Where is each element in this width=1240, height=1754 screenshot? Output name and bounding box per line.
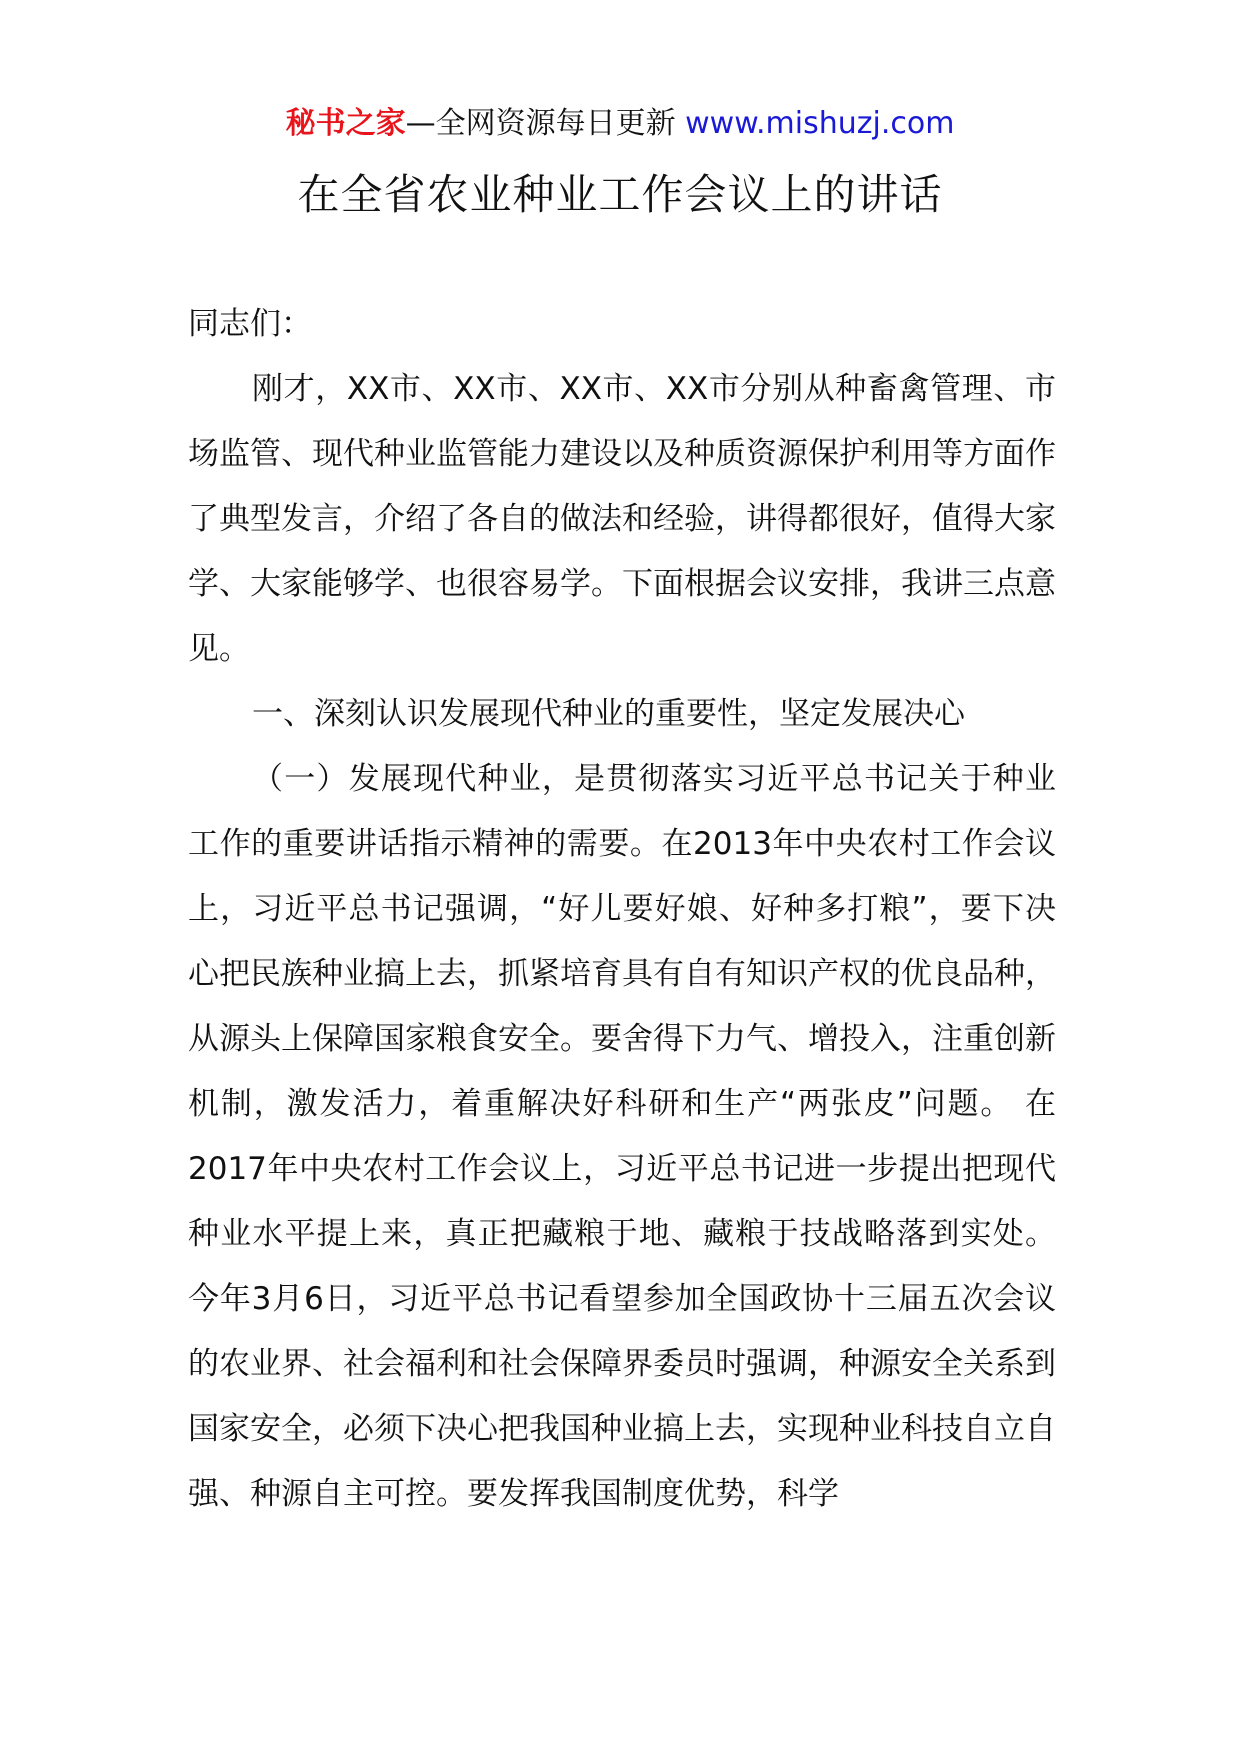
brand-name: 秘书之家 <box>285 106 406 141</box>
section-heading-1: 一、深刻认识发展现代种业的重要性，坚定发展决心 <box>252 696 965 732</box>
paragraph-intro: 刚才，XX市、XX市、XX市、XX市分别从种畜禽管理、市场监管、现代种业监管能力建设以及种质资源保护利用等方面作了典型发言，介绍了各自的做法和经验，讲得都很好，值得大家学、大家能够学、也很容易学。下面根据会议安排，我讲三点意见。 <box>188 371 1056 667</box>
header-slogan: —全网资源每日更新 <box>405 106 686 141</box>
salutation: 同志们： <box>188 306 312 342</box>
paragraph-subsection-1: （一）发展现代种业，是贯彻落实习近平总书记关于种业工作的重要讲话指示精神的需要。在2013年中央农村工作会议上，习近平总书记强调，“好儿要好娘、好种多打粮”，要下决心把民族种业搞上去，抓紧培育具有自有知识产权的优良品种，从源头上保障国家粮食安全。要舍得下力气、增投入，注重创新机制，激发活力，着重解决好科研和生产“两张皮”问题。 在2017年中央农村工作会议上，习近平总书记进一步提出把现代种业水平提上来，真正把藏粮于地、藏粮于技战略落到实处。 今年3月6日，习近平总书记看望参加全国政协十三届五次会议的农业界、社会福利和社会保障界委员时强调，种源安全关系到国家安全，必须下决心把我国种业搞上去，实现种业科技自立自强、种源自主可控。要发挥我国制度优势，科学 <box>188 761 1056 1512</box>
document-title: 在全省农业种业工作会议上的讲话 <box>297 170 943 219</box>
site-url-link[interactable]: www.mishuzj.com <box>685 106 955 141</box>
site-header <box>0 100 1240 148</box>
document-body <box>188 292 1056 1527</box>
